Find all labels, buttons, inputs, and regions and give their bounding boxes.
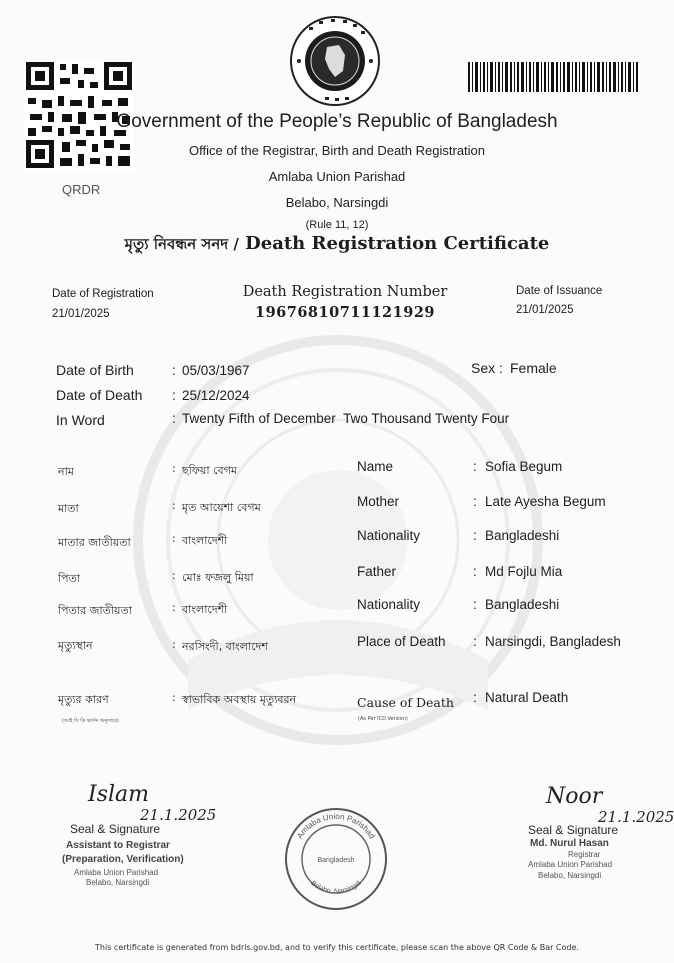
qr-label: QRDR <box>62 182 101 197</box>
stamp-top-text: Amlaba Union Parishad <box>295 811 377 841</box>
union-name: Amlaba Union Parishad <box>268 169 406 184</box>
row-father-bn-value: মোঃ ফজলু মিয়া <box>182 571 254 584</box>
left-seal-label: Seal & Signature <box>70 822 161 836</box>
row-place-bn-label: মৃত্যুস্থান <box>58 639 93 652</box>
sex-value: Female <box>510 360 557 376</box>
row-name-en-value: Sofia Begum <box>485 459 563 474</box>
svg-text:Amlaba Union Parishad <box>295 812 376 840</box>
row-father-nationality-bn-label: পিতার জাতীয়তা <box>58 604 132 617</box>
row-mother-en-label: Mother <box>357 494 400 509</box>
row-father-nationality-en-value: Bangladeshi <box>485 597 560 612</box>
row-place-en-value: Narsingdi, Bangladesh <box>485 634 621 649</box>
left-sign-line1: Assistant to Registrar <box>66 840 170 851</box>
cause-en-label: Cause of Death <box>357 695 454 710</box>
right-sign-line1: Md. Nurul Hasan <box>530 838 609 849</box>
cause-en-value: Natural Death <box>485 690 569 705</box>
right-seal-label: Seal & Signature <box>528 823 619 837</box>
row-place-en-label: Place of Death <box>357 634 446 649</box>
right-signature-date: 21.1.2025 <box>598 808 674 826</box>
row-name-en-label: Name <box>357 459 394 474</box>
government-seal-icon <box>289 15 381 107</box>
registration-date-label: Date of Registration <box>52 288 154 300</box>
row-mother-en-value: Late Ayesha Begum <box>485 494 606 509</box>
svg-text:Belabo, Narsingdi <box>309 880 363 896</box>
left-sign-line3: Amlaba Union Parishad <box>74 868 159 877</box>
row-name-bn-value: ছফিয়া বেগম <box>182 464 237 477</box>
row-mother-en-colon: : <box>473 494 477 509</box>
cause-en-sub: (As Per ICD Version) <box>358 716 408 722</box>
dod-label: Date of Death <box>56 387 143 403</box>
left-signature-date: 21.1.2025 <box>140 806 217 824</box>
cause-bn-sub: (আই সি ডি ভার্সন অনুসারে) <box>62 718 119 724</box>
row-father-nationality-en-colon: : <box>473 597 477 612</box>
row-mother-bn-value: মৃত আয়েশা বেগম <box>182 501 261 514</box>
dob-label: Date of Birth <box>56 362 134 378</box>
right-sign-line3: Amlaba Union Parishad <box>528 860 613 869</box>
union-parishad-stamp <box>283 806 389 912</box>
left-sign-line2: (Preparation, Verification) <box>62 854 184 865</box>
rule-reference: (Rule 11, 12) <box>305 219 369 231</box>
row-mother-nationality-en-colon: : <box>473 528 477 543</box>
registration-number-label: Death Registration Number <box>242 284 448 300</box>
row-father-nationality-en-label: Nationality <box>357 597 421 612</box>
office-name: Office of the Registrar, Birth and Death Registration <box>188 143 486 158</box>
row-father-en-colon: : <box>473 564 477 579</box>
dod-colon: : <box>172 388 176 403</box>
right-signature: Noor <box>546 784 603 809</box>
right-sign-line2: Registrar <box>568 850 601 859</box>
left-sign-line4: Belabo, Narsingdi <box>86 878 150 887</box>
row-name-bn-label: নাম <box>58 465 74 478</box>
barcode[interactable] <box>468 62 638 92</box>
certificate-title <box>0 233 674 258</box>
stamp-bottom-text: Belabo, Narsingdi <box>309 879 363 896</box>
row-father-nationality-bn-colon: : <box>172 601 176 614</box>
row-father-bn-colon: : <box>172 569 176 582</box>
row-father-bn-label: পিতা <box>58 572 81 585</box>
row-place-en-colon: : <box>473 634 477 649</box>
registration-number: 19676810711121929 <box>254 304 435 321</box>
issuance-date: 21/01/2025 <box>516 304 574 316</box>
verification-footer: This certificate is generated from bdris.gov.bd, and to verify this certificate, please scan the above QR Code & Bar Code. <box>95 943 579 952</box>
cause-bn-label: মৃত্যুর কারণ <box>58 693 109 706</box>
issuance-date-label: Date of Issuance <box>516 285 603 297</box>
government-title: Government of the People’s Republic of Bangladesh <box>116 111 558 132</box>
registration-date: 21/01/2025 <box>52 308 110 320</box>
inword-value: Twenty Fifth of December Two Thousand Twenty Four <box>182 411 510 426</box>
dod-value: 25/12/2024 <box>182 388 250 403</box>
row-mother-nationality-en-label: Nationality <box>357 528 421 543</box>
row-mother-bn-colon: : <box>172 499 176 512</box>
row-father-en-value: Md Fojlu Mia <box>485 564 563 579</box>
cause-en-colon: : <box>473 690 477 705</box>
certificate-title-bn: মৃত্যু নিবন্ধন সনদ / <box>124 235 239 253</box>
row-mother-nationality-en-value: Bangladeshi <box>485 528 560 543</box>
dob-colon: : <box>172 363 176 378</box>
row-place-bn-colon: : <box>172 638 176 651</box>
left-signature: Islam <box>88 782 149 807</box>
dob-value: 05/03/1967 <box>182 363 250 378</box>
row-name-bn-colon: : <box>172 462 176 475</box>
right-sign-line4: Belabo, Narsingdi <box>538 871 602 880</box>
stamp-center-text: Bangladesh <box>317 857 355 864</box>
row-name-en-colon: : <box>473 459 477 474</box>
row-father-en-label: Father <box>357 564 397 579</box>
row-mother-nationality-bn-colon: : <box>172 532 176 545</box>
row-father-nationality-bn-value: বাংলাদেশী <box>182 603 228 616</box>
row-mother-nationality-bn-value: বাংলাদেশী <box>182 534 228 547</box>
location-name: Belabo, Narsingdi <box>285 195 389 210</box>
sex-label: Sex : <box>471 360 503 376</box>
cause-bn-value: স্বাভাবিক অবস্থায় মৃত্যুবরন <box>182 693 297 706</box>
inword-colon: : <box>172 411 176 426</box>
row-place-bn-value: নরসিংদী, বাংলাদেশ <box>182 640 268 653</box>
cause-bn-colon: : <box>172 691 176 704</box>
inword-label: In Word <box>56 412 105 428</box>
row-mother-nationality-bn-label: মাতার জাতীয়তা <box>58 536 131 549</box>
certificate-title-en: Death Registration Certificate <box>245 233 550 254</box>
row-mother-bn-label: মাতা <box>58 502 79 515</box>
